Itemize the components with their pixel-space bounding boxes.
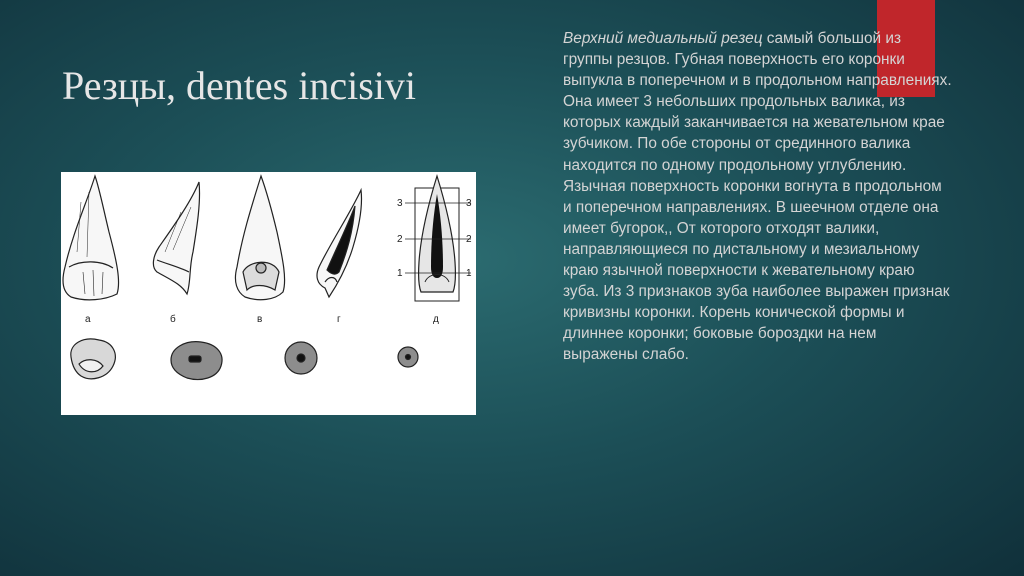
cross-section-d — [398, 347, 418, 367]
view-label-c: в — [257, 314, 263, 325]
tooth-d-section-lateral — [317, 190, 362, 297]
view-label-e: д — [433, 314, 439, 325]
level-label-2-left: 2 — [397, 234, 403, 245]
slide-body-text — [563, 28, 953, 366]
view-label-a: а — [85, 314, 91, 325]
cross-section-a — [71, 339, 116, 379]
body-lead-italic: Верхний медиальный резец — [563, 30, 763, 47]
tooth-c-lingual-view — [235, 176, 284, 300]
tooth-b-lateral-view — [153, 182, 199, 294]
tooth-a-labial-view — [63, 176, 119, 300]
level-label-3-left: 3 — [397, 198, 403, 209]
tooth-e-section-frontal — [397, 176, 472, 301]
view-label-d: г — [337, 314, 341, 325]
body-text-content: самый большой из группы резцов. Губная поверхность его коронки выпукла в поперечном и в продольном направлениях. Она имеет 3 небольших продольных валика, из которых каждый заканчивается на жевательном крае зубчиком. По обе стороны от срединного валика находится по одному продольному углублению. Язычная поверхность коронки вогнута в продольном и поперечном направлениях. В шеечном отделе она имеет бугорок,, От которого отходят валики, направляющиеся по дистальному и мезиальному краю язычной поверхности к жевательному краю зуба. Из 3 признаков зуба наиболее выражен признак кривизны коронки. Корень конической формы и длиннее коронки; боковые бороздки на нем выражены слабо. — [563, 30, 952, 364]
slide-title: Резцы, dentes incisivi — [62, 63, 417, 108]
cross-section-c — [285, 342, 317, 374]
incisor-illustration — [61, 172, 476, 415]
level-label-1-left: 1 — [397, 268, 403, 279]
view-label-b: б — [170, 314, 176, 325]
level-label-3-right: 3 — [466, 198, 472, 209]
cross-section-b — [171, 342, 222, 380]
level-label-1-right: 1 — [466, 268, 472, 279]
level-label-2-right: 2 — [466, 234, 472, 245]
